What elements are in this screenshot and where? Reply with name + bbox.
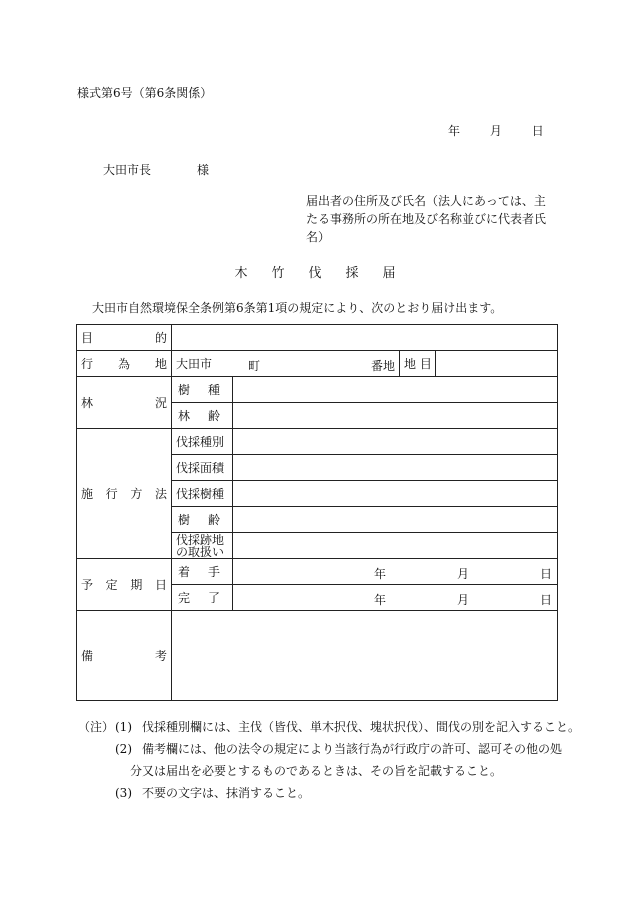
start-year: 年: [374, 567, 387, 581]
method-age-field[interactable]: [233, 507, 558, 533]
site-handling-field[interactable]: [233, 533, 558, 559]
day-label: 日: [531, 124, 544, 138]
note-1: [78, 716, 581, 738]
note-text: 分又は届出を必要とするものであるときは、その旨を記載すること。: [130, 764, 503, 778]
forest-state-label: 林 況: [77, 377, 172, 429]
finish-label: 完 了: [172, 585, 233, 611]
intro-text: 大田市自然環境保全条例第6条第1項の規定により、次のとおり届け出ます。: [92, 301, 503, 315]
schedule-label: 予 定 期 日: [77, 559, 172, 611]
note-number: (2): [115, 742, 132, 756]
start-date-field[interactable]: [233, 559, 558, 585]
finish-day: 日: [540, 593, 553, 607]
land-category-label: 地 目: [400, 351, 436, 377]
application-table: [76, 324, 558, 701]
addressee-honorific: 様: [197, 163, 210, 177]
start-month: 月: [457, 567, 470, 581]
tree-age-label: 林 齢: [172, 403, 233, 429]
addressee: [103, 161, 209, 178]
form-number: 様式第6号（第6条関係）: [77, 86, 213, 100]
start-day: 日: [540, 567, 553, 581]
purpose-label: 目 的: [77, 325, 172, 351]
location-label: 行 為 地: [77, 351, 172, 377]
notes-prefix: （注）: [78, 720, 115, 734]
submission-date: [448, 122, 544, 139]
tree-age-field[interactable]: [233, 403, 558, 429]
purpose-field[interactable]: [172, 325, 558, 351]
note-2-continued: [78, 760, 578, 782]
tree-species-field[interactable]: [233, 377, 558, 403]
addressee-name: 大田市長: [103, 163, 152, 177]
method-age-label: 樹 齢: [172, 507, 233, 533]
title-char: 採: [345, 266, 359, 281]
note-text: 伐採種別欄には、主伐（皆伐、単木択伐、塊状択伐）、間伐の別を記入すること。: [142, 720, 581, 734]
document-title: [0, 262, 630, 281]
location-field[interactable]: [172, 351, 400, 377]
location-lot: 番地: [370, 359, 395, 373]
month-label: 月: [489, 124, 502, 138]
site-handling-label: 伐採跡地の取扱い: [172, 533, 233, 559]
note-2: [78, 738, 578, 760]
title-char: 伐: [308, 266, 322, 281]
location-town: 町: [248, 359, 261, 373]
notes: [78, 716, 581, 804]
finish-month: 月: [457, 593, 470, 607]
location-city: 大田市: [176, 357, 213, 371]
cutting-area-label: 伐採面積: [172, 455, 233, 481]
method-label: 施 行 方 法: [77, 429, 172, 559]
cutting-species-field[interactable]: [233, 481, 558, 507]
note-text: 不要の文字は、抹消すること。: [142, 786, 311, 800]
cutting-type-label: 伐採種別: [172, 429, 233, 455]
applicant-info: 届出者の住所及び氏名（法人にあっては、主たる事務所の所在地及び名称並びに代表者氏名）: [306, 194, 547, 244]
title-char: 届: [382, 266, 396, 281]
note-number: (3): [115, 786, 132, 800]
finish-date-field[interactable]: [233, 585, 558, 611]
note-text: 備考欄には、他の法令の規定により当該行為が行政庁の許可、認可その他の処: [142, 742, 563, 756]
title-char: 木: [234, 266, 248, 281]
remarks-label: 備 考: [77, 611, 172, 701]
note-number: (1): [115, 720, 132, 734]
year-label: 年: [448, 124, 461, 138]
title-char: 竹: [271, 266, 285, 281]
tree-species-label: 樹 種: [172, 377, 233, 403]
note-3: [78, 782, 578, 804]
land-category-field[interactable]: [436, 351, 558, 377]
finish-year: 年: [374, 593, 387, 607]
cutting-type-field[interactable]: [233, 429, 558, 455]
cutting-species-label: 伐採樹種: [172, 481, 233, 507]
remarks-field[interactable]: [172, 611, 558, 701]
start-label: 着 手: [172, 559, 233, 585]
cutting-area-field[interactable]: [233, 455, 558, 481]
